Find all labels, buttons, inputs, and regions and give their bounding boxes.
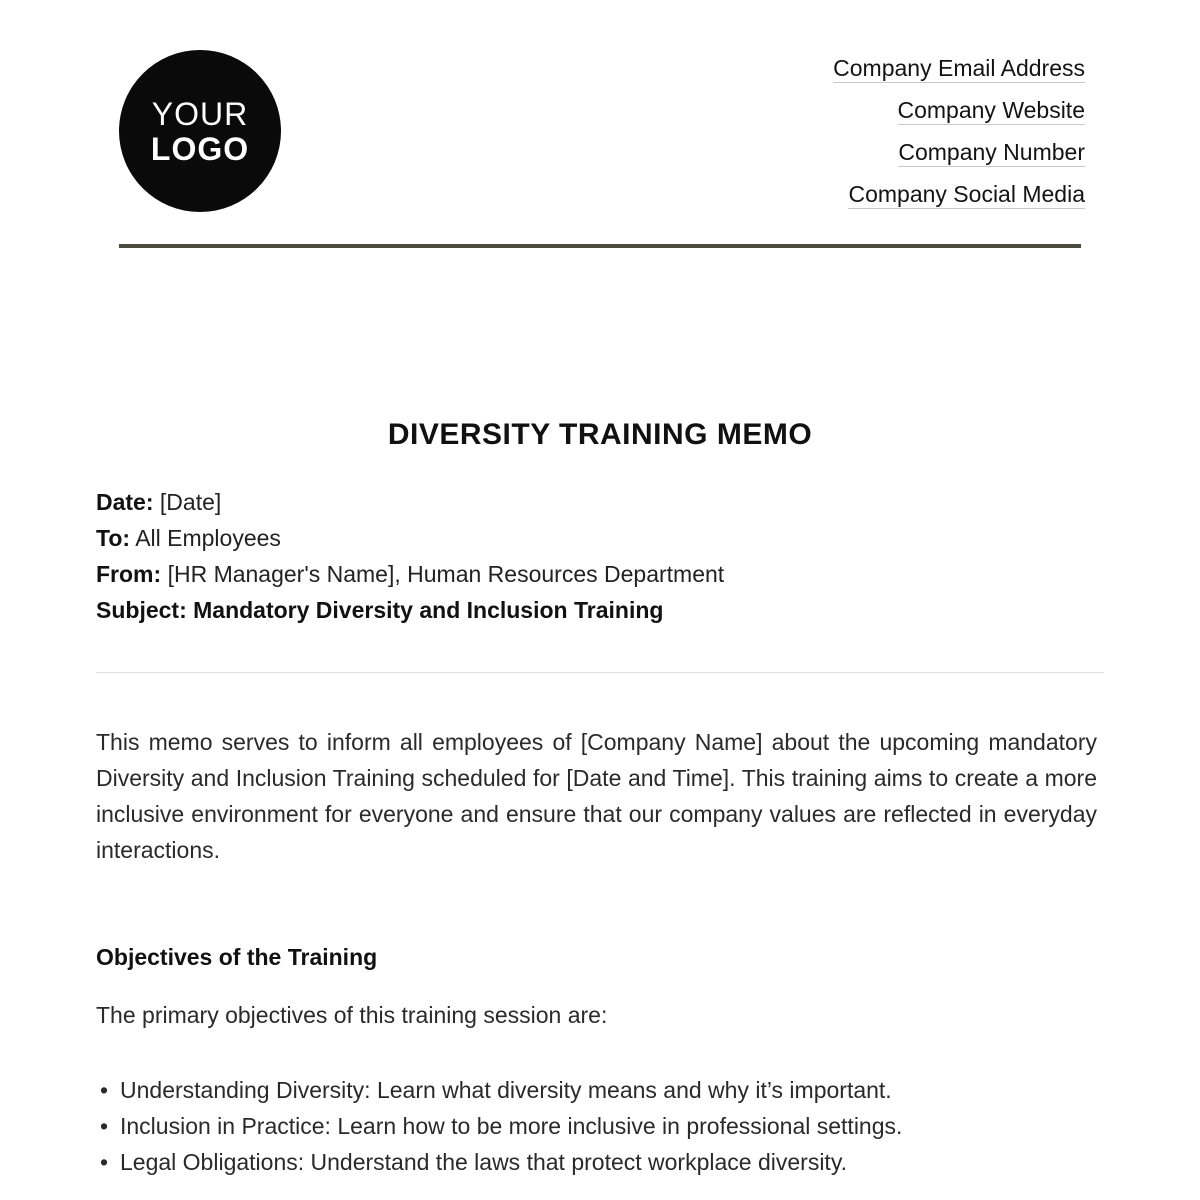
list-item	[100, 1144, 902, 1180]
bullet-icon: •	[100, 1149, 109, 1175]
logo-text-bottom: LOGO	[150, 130, 250, 167]
memo-title: DIVERSITY TRAINING MEMO	[387, 418, 813, 451]
objectives-list	[100, 1072, 902, 1180]
company-contact-block	[833, 54, 1085, 222]
bullet-icon: •	[100, 1113, 109, 1139]
company-number: Company Number	[898, 139, 1085, 165]
meta-divider	[96, 672, 1104, 673]
objectives-lead: The primary objectives of this training session are:	[96, 1002, 608, 1028]
bullet-icon: •	[100, 1077, 109, 1103]
company-logo	[119, 50, 281, 212]
company-website: Company Website	[897, 97, 1085, 123]
memo-from-line	[96, 556, 724, 592]
company-email: Company Email Address	[833, 55, 1085, 81]
objective-text: Legal Obligations: Understand the laws that protect workplace diversity.	[120, 1149, 848, 1175]
list-item	[100, 1072, 902, 1108]
company-social-media: Company Social Media	[848, 181, 1085, 207]
to-label: To:	[96, 525, 131, 551]
to-value: All Employees	[135, 525, 281, 551]
memo-to-line	[96, 520, 724, 556]
from-value: [HR Manager's Name], Human Resources Department	[167, 561, 725, 587]
date-label: Date:	[96, 489, 154, 515]
objective-text: Understanding Diversity: Learn what diversity means and why it’s important.	[120, 1077, 892, 1103]
intro-paragraph: This memo serves to inform all employees of [Company Name] about the upcoming mandatory Diversity and Inclusion Training scheduled for [Date and Time]. This training aims to create a more inclusive environment for everyone and ensure that our company values are reflected in everyday interactions.	[96, 729, 1097, 863]
memo-subject: Subject: Mandatory Diversity and Inclusion Training	[96, 597, 664, 623]
date-value: [Date]	[159, 489, 222, 515]
objectives-heading: Objectives of the Training	[96, 944, 378, 970]
list-item	[100, 1108, 902, 1144]
header-divider	[119, 244, 1081, 248]
memo-date-line	[96, 484, 724, 520]
objective-text: Inclusion in Practice: Learn how to be more inclusive in professional settings.	[120, 1113, 903, 1139]
memo-meta	[96, 484, 724, 628]
from-label: From:	[96, 561, 162, 587]
logo-text-top: YOUR	[151, 95, 249, 132]
